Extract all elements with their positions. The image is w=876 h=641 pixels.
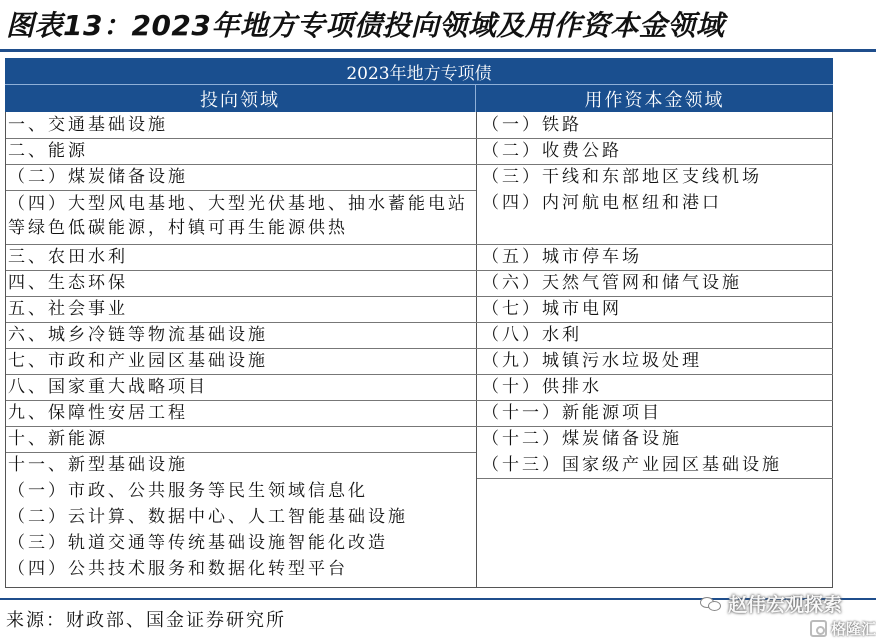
title-bar <box>0 0 876 50</box>
left-cell: 四、生态环保 <box>8 273 128 293</box>
left-cell: 二、能源 <box>8 141 88 161</box>
column-divider <box>476 112 477 587</box>
right-cell: （十一）新能源项目 <box>482 403 662 423</box>
left-cell: 五、社会事业 <box>8 299 128 319</box>
watermark-account <box>700 590 842 617</box>
gelonghui-logo-icon <box>810 620 827 637</box>
bond-table <box>5 58 833 588</box>
right-cell: （十）供排水 <box>482 377 602 397</box>
left-cell: （二）云计算、数据中心、人工智能基础设施 <box>8 507 408 527</box>
table-body <box>5 112 833 588</box>
row-divider <box>6 296 833 297</box>
left-cell: 三、农田水利 <box>8 247 128 267</box>
right-cell: （十三）国家级产业园区基础设施 <box>482 455 782 475</box>
figure-title: 图表13：2023年地方专项债投向领域及用作资本金领域 <box>6 9 725 42</box>
row-divider <box>6 138 833 139</box>
right-cell: （一）铁路 <box>482 115 582 135</box>
left-cell: 八、国家重大战略项目 <box>8 377 208 397</box>
right-cell: （六）天然气管网和储气设施 <box>482 273 742 293</box>
left-cell: （三）轨道交通等传统基础设施智能化改造 <box>8 533 388 553</box>
title-rule <box>0 49 876 52</box>
header-investment-areas: 投向领域 <box>5 85 476 112</box>
header-capital-areas: 用作资本金领域 <box>584 89 725 111</box>
left-cell: 九、保障性安居工程 <box>8 403 188 423</box>
left-cell: 六、城乡冷链等物流基础设施 <box>8 325 268 345</box>
watermark <box>700 590 876 641</box>
right-cell: （九）城镇污水垃圾处理 <box>482 351 702 371</box>
row-divider <box>6 190 476 191</box>
right-cell: （五）城市停车场 <box>482 247 642 267</box>
table-caption: 2023年地方专项债 <box>5 58 833 85</box>
left-cell: 一、交通基础设施 <box>8 115 168 135</box>
watermark-brand <box>810 618 876 639</box>
left-cell: （二）煤炭储备设施 <box>8 167 188 187</box>
table-header-row <box>5 85 833 112</box>
source-note: 来源：财政部、国金证券研究所 <box>6 610 286 631</box>
left-cell: 十一、新型基础设施 <box>8 455 188 475</box>
left-cell: 十、新能源 <box>8 429 108 449</box>
row-divider <box>6 426 833 427</box>
right-cell: （七）城市电网 <box>482 299 622 319</box>
left-cell: （四）大型风电基地、大型光伏基地、抽水蓄能电站等绿色低碳能源，村镇可再生能源供热 <box>8 194 468 238</box>
right-cell: （四）内河航电枢纽和港口 <box>482 193 722 213</box>
left-cell: 七、市政和产业园区基础设施 <box>8 351 268 371</box>
left-cell: （一）市政、公共服务等民生领域信息化 <box>8 481 368 501</box>
wechat-icon <box>700 595 722 613</box>
watermark-account-name: 赵伟宏观探索 <box>728 594 843 616</box>
watermark-brand-name: 格隆汇 <box>831 620 876 638</box>
left-cell: （四）公共技术服务和数据化转型平台 <box>8 559 348 579</box>
right-cell: （三）干线和东部地区支线机场 <box>482 167 762 187</box>
row-divider <box>6 244 833 245</box>
right-cell: （二）收费公路 <box>482 141 622 161</box>
right-cell: （十二）煤炭储备设施 <box>482 429 682 449</box>
row-divider <box>477 478 833 479</box>
right-cell: （八）水利 <box>482 325 582 345</box>
